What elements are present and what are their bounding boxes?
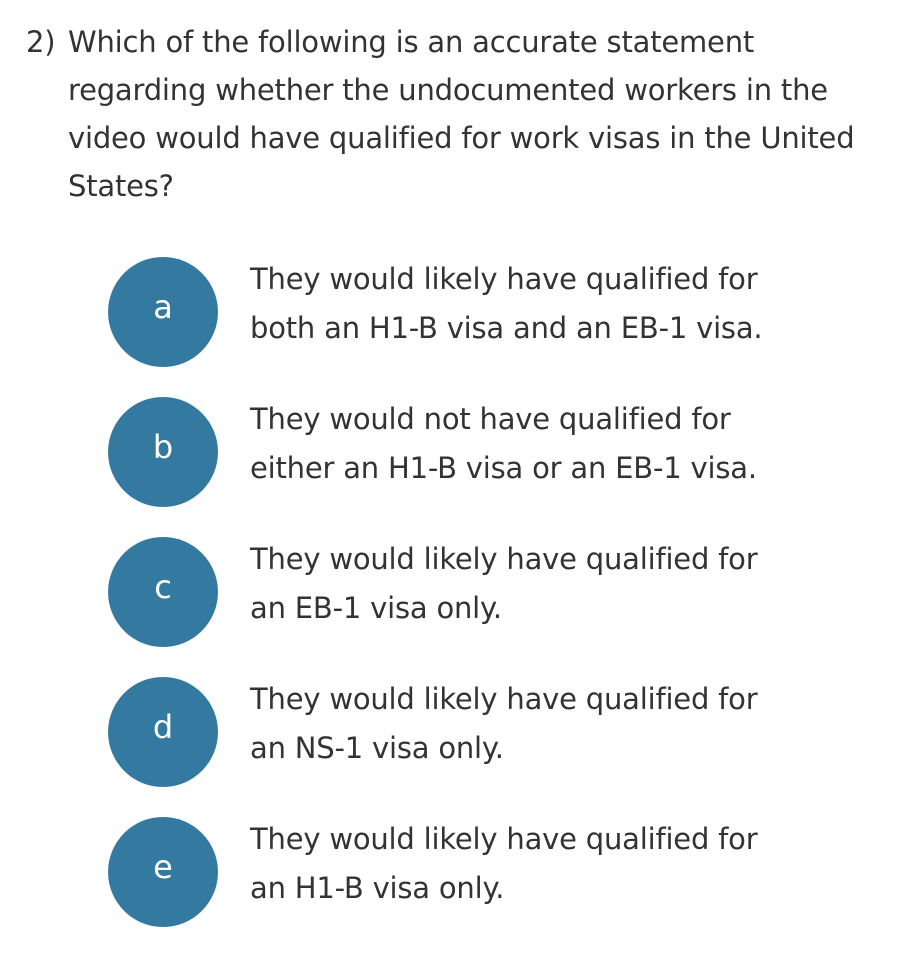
option-c[interactable] bbox=[108, 537, 848, 647]
option-e-line-1: They would likely have qualified for bbox=[250, 822, 758, 856]
option-e[interactable] bbox=[108, 817, 848, 927]
option-d-line-1: They would likely have qualified for bbox=[250, 682, 758, 716]
option-a[interactable] bbox=[108, 257, 848, 367]
option-b-letter-button[interactable]: b bbox=[108, 397, 218, 507]
option-c-line-1: They would likely have qualified for bbox=[250, 542, 758, 576]
option-d-line-2: an NS-1 visa only. bbox=[250, 731, 504, 765]
option-c-letter-button[interactable]: c bbox=[108, 537, 218, 647]
option-a-letter-button[interactable]: a bbox=[108, 257, 218, 367]
option-b[interactable] bbox=[108, 397, 848, 507]
option-a-line-1: They would likely have qualified for bbox=[250, 262, 758, 296]
question bbox=[26, 18, 866, 210]
option-e-letter-button[interactable]: e bbox=[108, 817, 218, 927]
option-b-line-2: either an H1-B visa or an EB-1 visa. bbox=[250, 451, 757, 485]
option-c-text bbox=[250, 535, 840, 633]
option-e-text bbox=[250, 815, 840, 913]
option-d[interactable] bbox=[108, 677, 848, 787]
option-a-line-2: both an H1-B visa and an EB-1 visa. bbox=[250, 311, 763, 345]
option-b-line-1: They would not have qualified for bbox=[250, 402, 731, 436]
question-number: 2) bbox=[26, 25, 56, 59]
option-b-text bbox=[250, 395, 840, 493]
option-e-line-2: an H1-B visa only. bbox=[250, 871, 505, 905]
option-a-text bbox=[250, 255, 840, 353]
question-text: Which of the following is an accurate statement regarding whether the undocumented workers in the video would have qualified for work visas in the United States? bbox=[68, 25, 855, 203]
option-d-text bbox=[250, 675, 840, 773]
option-c-line-2: an EB-1 visa only. bbox=[250, 591, 502, 625]
option-d-letter-button[interactable]: d bbox=[108, 677, 218, 787]
